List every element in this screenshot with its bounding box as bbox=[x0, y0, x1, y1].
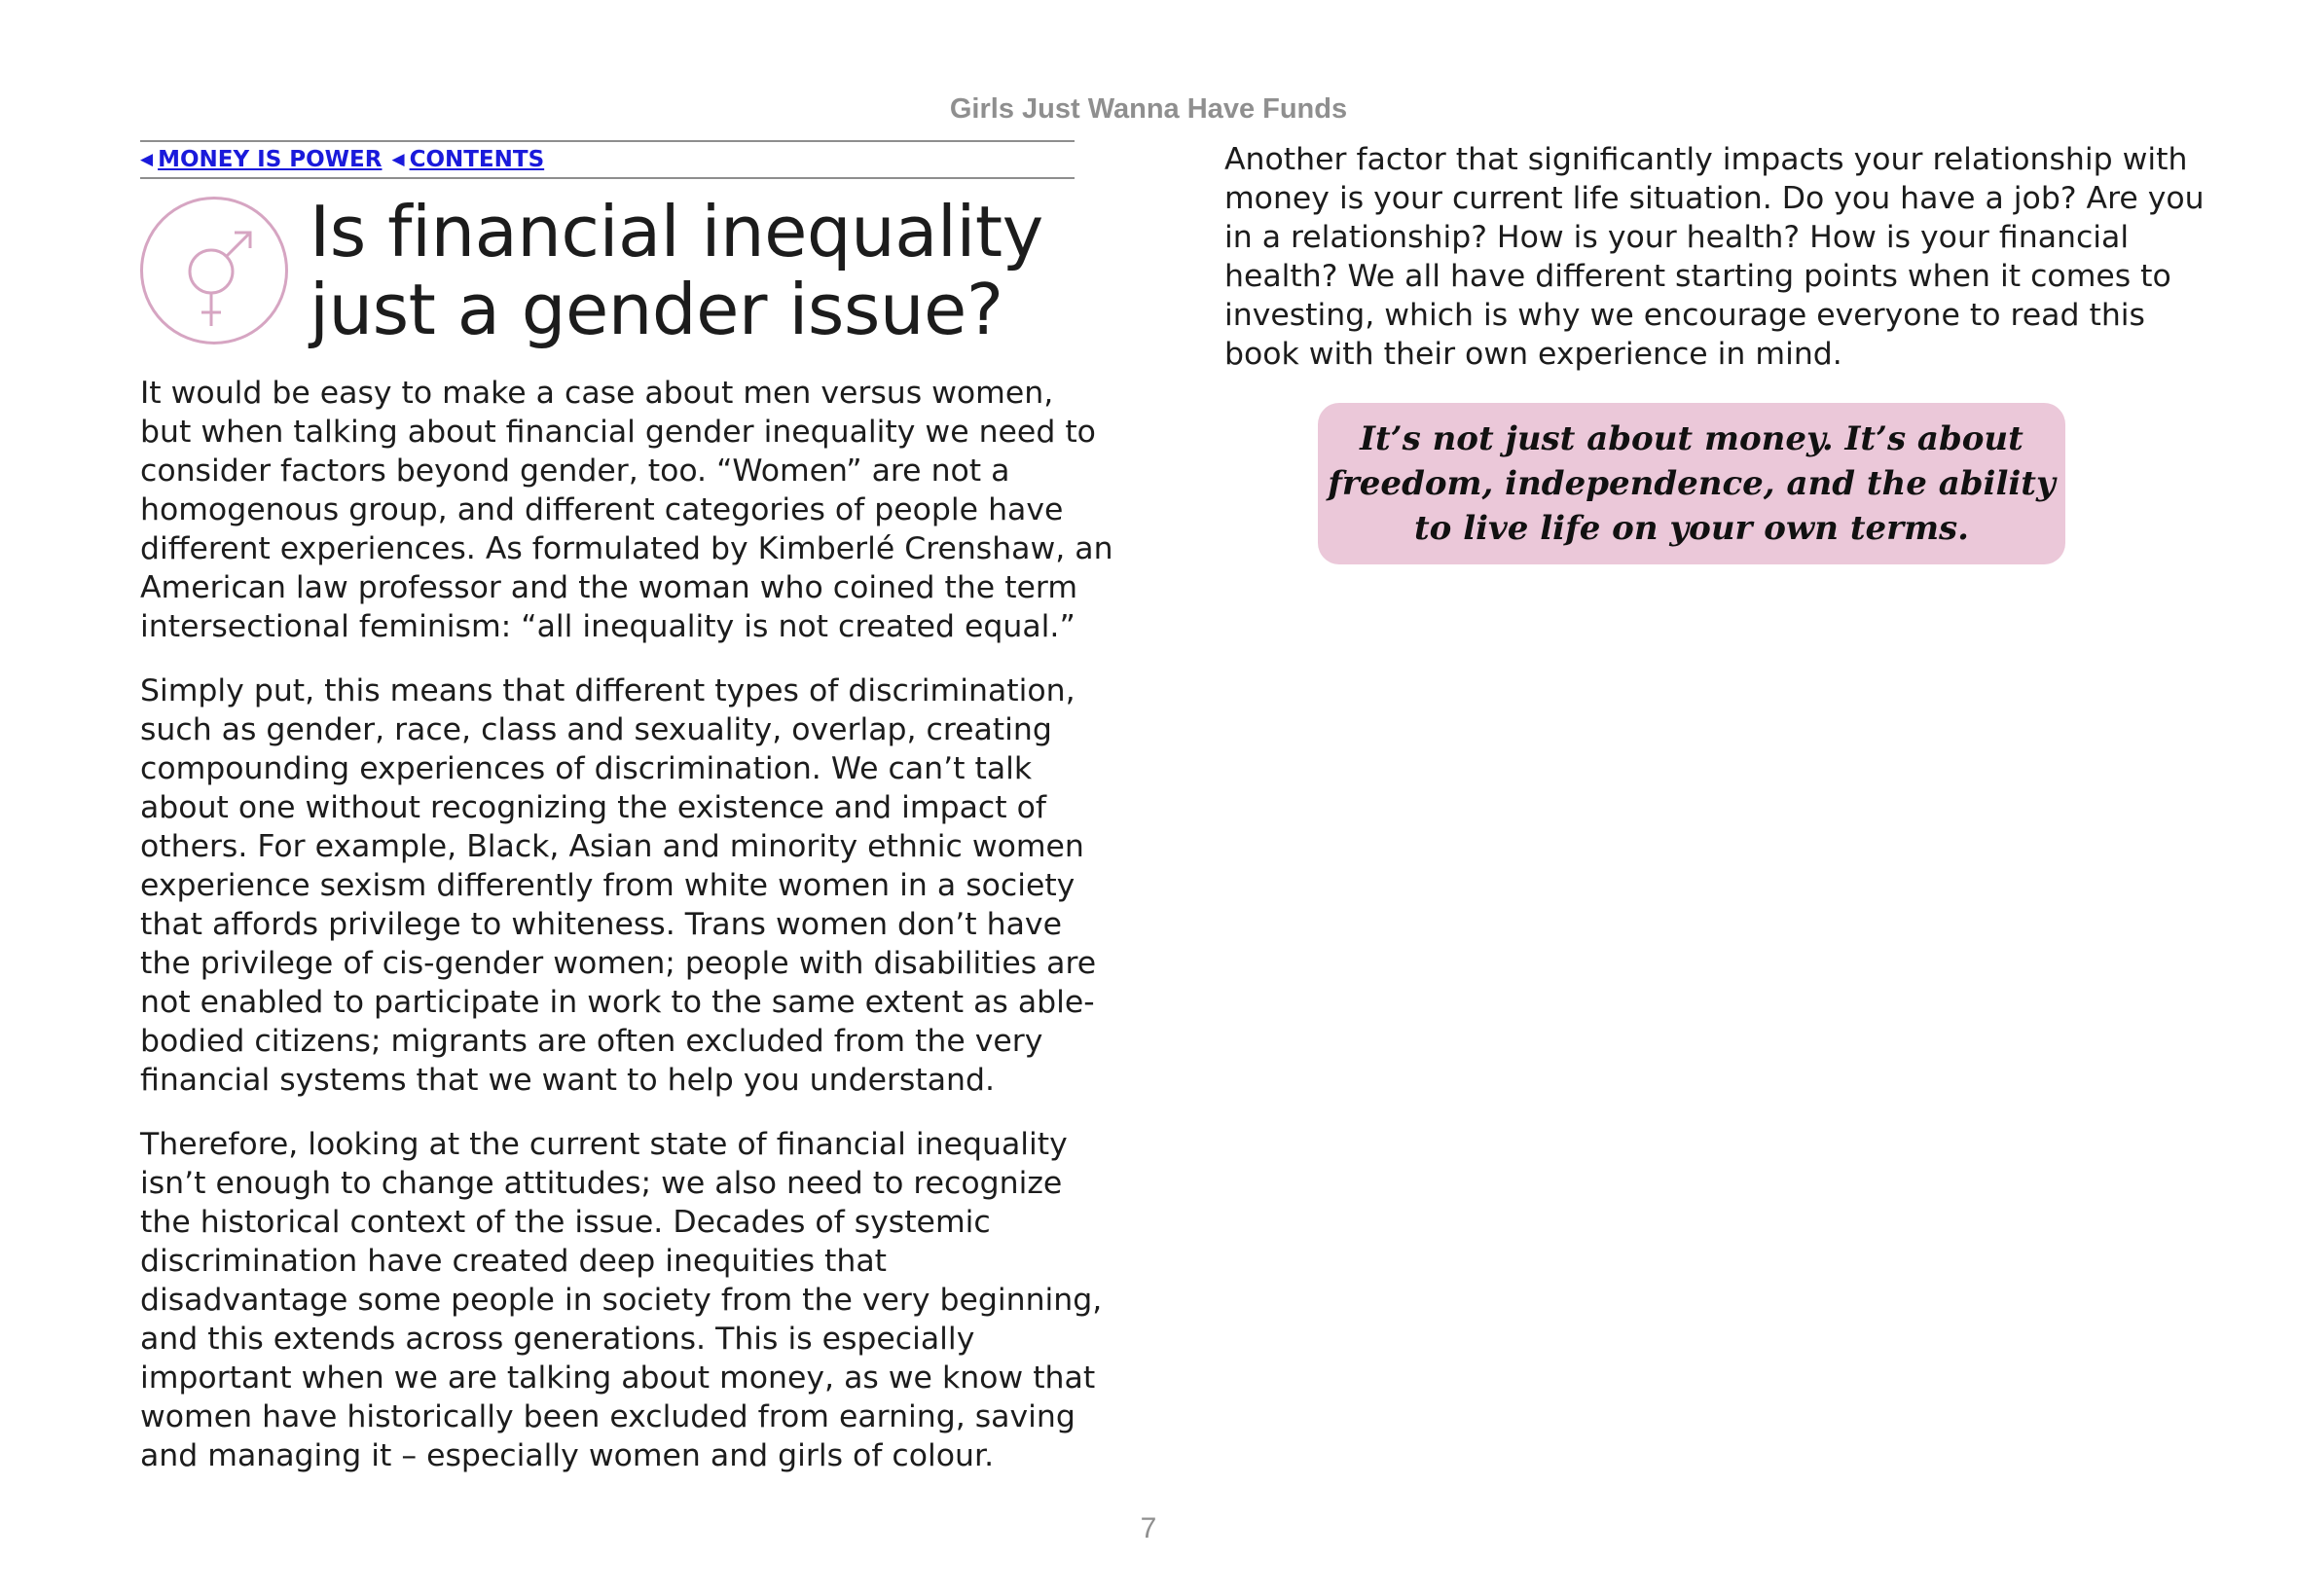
left-column bbox=[140, 140, 1113, 1501]
text-line: financial systems that we want to help you understand. bbox=[140, 1063, 995, 1098]
nav-link-contents[interactable]: CONTENTS bbox=[409, 147, 545, 172]
text-line: discrimination have created deep inequities that bbox=[140, 1244, 887, 1279]
text-line: It would be easy to make a case about men versus women, bbox=[140, 376, 1054, 411]
text-line: the historical context of the issue. Decades of systemic bbox=[140, 1205, 991, 1240]
text-line: about one without recognizing the existence and impact of bbox=[140, 790, 1046, 825]
text-line: and this extends across generations. This is especially bbox=[140, 1322, 975, 1357]
page-title bbox=[310, 193, 1043, 348]
text-line: investing, which is why we encourage everyone to read this bbox=[1224, 298, 2145, 333]
quote-line: to live life on your own terms. bbox=[1413, 509, 1970, 548]
text-line: health? We all have different starting points when it comes to bbox=[1224, 259, 2171, 294]
text-line: disadvantage some people in society from the very beginning, bbox=[140, 1283, 1103, 1318]
text-line: consider factors beyond gender, too. “Women” are not a bbox=[140, 453, 1010, 489]
text-line: intersectional feminism: “all inequality is not created equal.” bbox=[140, 609, 1076, 644]
text-line: Simply put, this means that different types of discrimination, bbox=[140, 673, 1076, 708]
left-arrow-icon: ◀ bbox=[140, 150, 154, 169]
paragraph-historical-context bbox=[140, 1125, 1103, 1475]
text-line: women have historically been excluded from earning, saving bbox=[140, 1399, 1076, 1434]
text-line: that affords privilege to whiteness. Trans women don’t have bbox=[140, 907, 1062, 942]
text-line: but when talking about financial gender inequality we need to bbox=[140, 415, 1096, 450]
text-line: homogenous group, and different categories of people have bbox=[140, 492, 1064, 527]
text-line: isn’t enough to change attitudes; we also need to recognize bbox=[140, 1166, 1063, 1201]
text-line: experience sexism differently from white women in a society bbox=[140, 868, 1076, 903]
text-line: not enabled to participate in work to the same extent as able- bbox=[140, 985, 1095, 1020]
quote-line: freedom, independence, and the ability bbox=[1328, 464, 2056, 503]
text-line: others. For example, Black, Asian and minority ethnic women bbox=[140, 829, 1084, 864]
pull-quote bbox=[1318, 403, 2065, 564]
text-line: such as gender, race, class and sexuality, overlap, creating bbox=[140, 712, 1052, 747]
text-line: different experiences. As formulated by Kimberlé Crenshaw, an bbox=[140, 531, 1113, 566]
chapter-nav-bar bbox=[140, 140, 1075, 179]
text-line: compounding experiences of discrimination. We can’t talk bbox=[140, 751, 1033, 786]
page-title-line-1: Is financial inequality bbox=[310, 191, 1043, 272]
paragraph-life-situation bbox=[1224, 140, 2205, 374]
text-line: American law professor and the woman who coined the term bbox=[140, 570, 1078, 605]
page-number: 7 bbox=[1140, 1512, 1157, 1544]
text-line: and managing it – especially women and girls of colour. bbox=[140, 1438, 995, 1473]
text-line: important when we are talking about money, as we know that bbox=[140, 1360, 1096, 1396]
text-line: the privilege of cis-gender women; people with disabilities are bbox=[140, 946, 1097, 981]
left-arrow-icon: ◀ bbox=[391, 150, 405, 169]
gender-symbol-icon bbox=[140, 197, 288, 345]
text-line: Therefore, looking at the current state of financial inequality bbox=[140, 1127, 1068, 1162]
paragraph-intersectionality bbox=[140, 374, 1113, 646]
text-line: bodied citizens; migrants are often excluded from the very bbox=[140, 1024, 1043, 1059]
right-column bbox=[1224, 140, 2205, 399]
text-line: in a relationship? How is your health? How is your financial bbox=[1224, 220, 2130, 255]
paragraph-discrimination bbox=[140, 671, 1097, 1100]
text-line: money is your current life situation. Do you have a job? Are you bbox=[1224, 181, 2205, 216]
nav-link-money-is-power[interactable]: MONEY IS POWER bbox=[158, 147, 383, 172]
gender-symbol-icon-graphic bbox=[143, 200, 291, 347]
page-title-line-2: just a gender issue? bbox=[310, 269, 1003, 350]
text-line: Another factor that significantly impacts your relationship with bbox=[1224, 142, 2188, 177]
section-heading bbox=[140, 187, 1075, 374]
text-line: book with their own experience in mind. bbox=[1224, 337, 1842, 372]
book-title: Girls Just Wanna Have Funds bbox=[949, 93, 1348, 125]
quote-line: It’s not just about money. It’s about bbox=[1360, 419, 2024, 458]
